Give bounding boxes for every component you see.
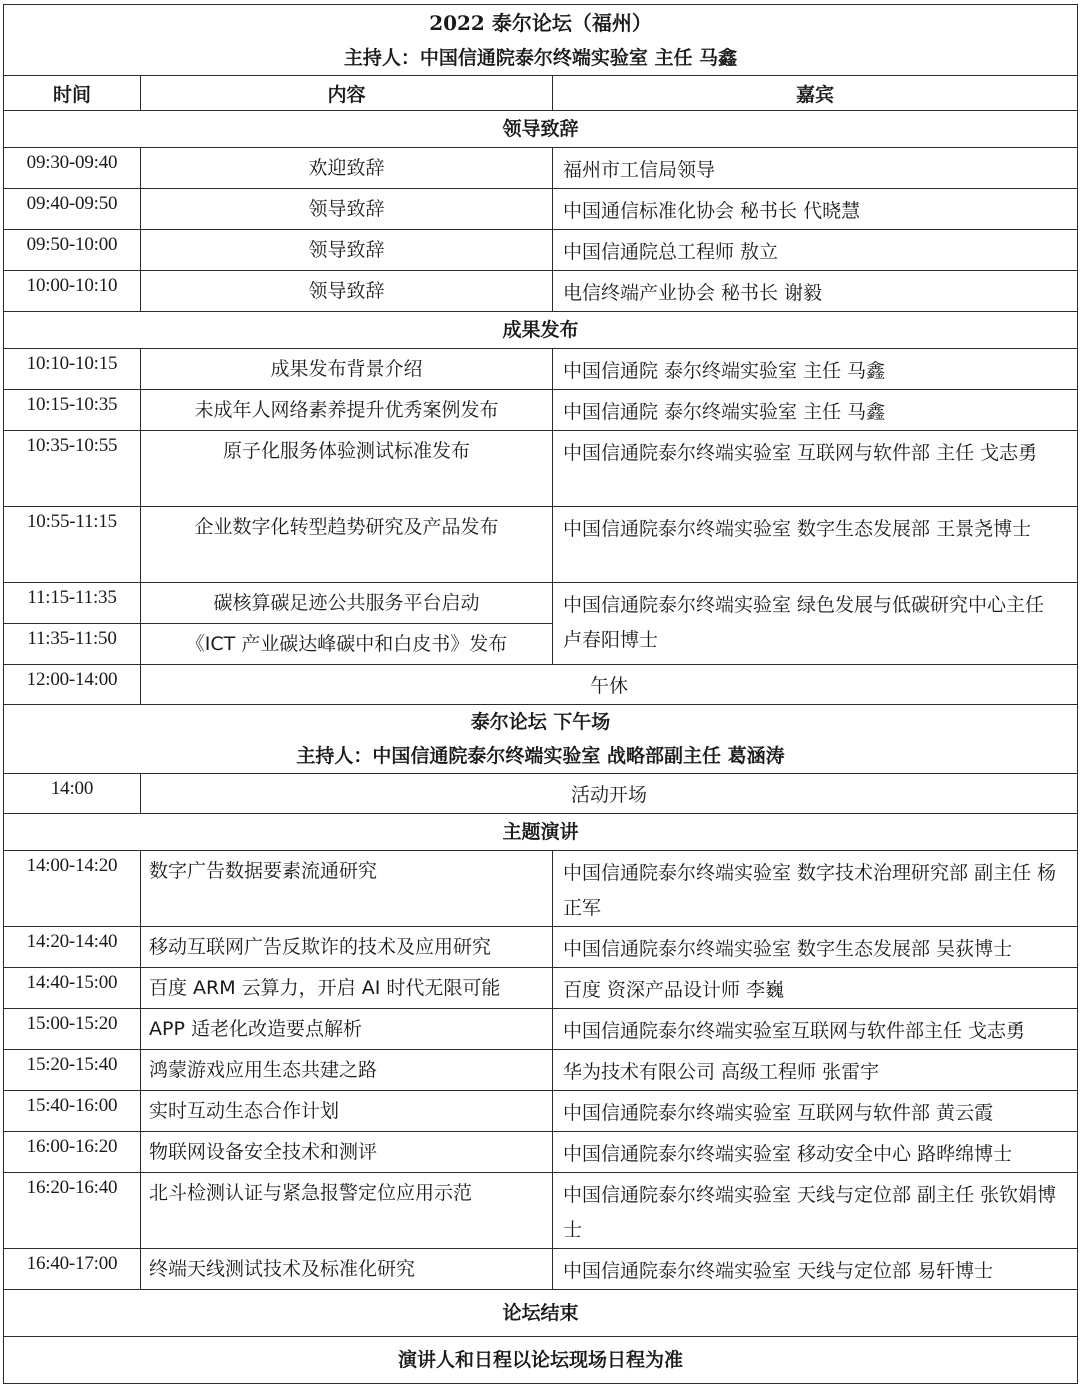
schedule-row — [4, 148, 1078, 189]
time-cell: 14:00 — [4, 774, 141, 814]
content-cell: APP 适老化改造要点解析 — [141, 1009, 553, 1050]
forum-host: 主持人：中国信通院泰尔终端实验室 主任 马鑫 — [343, 47, 738, 69]
time-cell: 12:00-14:00 — [4, 665, 141, 705]
content-cell: 领导致辞 — [141, 271, 553, 312]
schedule-row — [4, 1050, 1078, 1091]
schedule-row — [4, 230, 1078, 271]
time-cell: 09:30-09:40 — [4, 148, 141, 189]
section-row — [4, 814, 1078, 851]
section-row — [4, 312, 1078, 349]
guest-cell: 中国信通院泰尔终端实验室 数字生态发展部 吴荻博士 — [553, 927, 1078, 968]
section-row — [4, 111, 1078, 148]
content-cell: 数字广告数据要素流通研究 — [141, 851, 553, 927]
lunch-row — [4, 665, 1078, 705]
afternoon-header-row — [4, 705, 1078, 774]
schedule-row — [4, 1173, 1078, 1249]
schedule-row — [4, 1249, 1078, 1290]
schedule-row — [4, 390, 1078, 431]
content-cell: 鸿蒙游戏应用生态共建之路 — [141, 1050, 553, 1091]
section-results-title: 成果发布 — [4, 312, 1078, 349]
guest-cell: 中国信通院泰尔终端实验室 数字技术治理研究部 副主任 杨正军 — [553, 851, 1078, 927]
opening-label: 活动开场 — [141, 774, 1078, 814]
column-header-guest: 嘉宾 — [553, 76, 1078, 111]
schedule-note: 演讲人和日程以论坛现场日程为准 — [4, 1337, 1078, 1384]
column-header-row — [4, 76, 1078, 111]
forum-title: 2022 泰尔论坛（福州） — [429, 11, 652, 35]
content-cell: 未成年人网络素养提升优秀案例发布 — [141, 390, 553, 431]
time-cell: 15:40-16:00 — [4, 1091, 141, 1132]
schedule-row — [4, 968, 1078, 1009]
footer-note-row — [4, 1337, 1078, 1384]
content-cell: 移动互联网广告反欺诈的技术及应用研究 — [141, 927, 553, 968]
time-cell: 16:40-17:00 — [4, 1249, 141, 1290]
content-cell: 实时互动生态合作计划 — [141, 1091, 553, 1132]
time-cell: 10:10-10:15 — [4, 349, 141, 390]
content-cell: 《ICT 产业碳达峰碳中和白皮书》发布 — [141, 624, 553, 665]
header-row — [4, 5, 1078, 76]
opening-row — [4, 774, 1078, 814]
guest-cell: 中国信通院泰尔终端实验室 互联网与软件部 黄云霞 — [553, 1091, 1078, 1132]
schedule-row — [4, 927, 1078, 968]
schedule-row — [4, 431, 1078, 507]
guest-cell: 电信终端产业协会 秘书长 谢毅 — [553, 271, 1078, 312]
time-cell: 14:00-14:20 — [4, 851, 141, 927]
content-cell: 百度 ARM 云算力，开启 AI 时代无限可能 — [141, 968, 553, 1009]
guest-cell: 福州市工信局领导 — [553, 148, 1078, 189]
guest-cell: 中国信通院 泰尔终端实验室 主任 马鑫 — [553, 349, 1078, 390]
time-cell: 10:35-10:55 — [4, 431, 141, 507]
content-cell: 物联网设备安全技术和测评 — [141, 1132, 553, 1173]
guest-cell: 中国通信标准化协会 秘书长 代晓慧 — [553, 189, 1078, 230]
time-cell: 14:20-14:40 — [4, 927, 141, 968]
time-cell: 09:50-10:00 — [4, 230, 141, 271]
time-cell: 15:00-15:20 — [4, 1009, 141, 1050]
afternoon-title: 泰尔论坛 下午场 — [470, 711, 611, 733]
schedule-row — [4, 507, 1078, 583]
header-cell — [4, 5, 1078, 76]
guest-cell: 中国信通院总工程师 敖立 — [553, 230, 1078, 271]
lunch-label: 午休 — [141, 665, 1078, 705]
column-header-content: 内容 — [141, 76, 553, 111]
guest-cell: 中国信通院泰尔终端实验室 移动安全中心 路晔绵博士 — [553, 1132, 1078, 1173]
time-cell: 11:15-11:35 — [4, 583, 141, 624]
talk-rows — [4, 851, 1078, 1290]
guest-cell: 中国信通院 泰尔终端实验室 主任 马鑫 — [553, 390, 1078, 431]
column-header-time: 时间 — [4, 76, 141, 111]
guest-cell: 中国信通院泰尔终端实验室 天线与定位部 副主任 张钦娟博士 — [553, 1173, 1078, 1249]
carbon-row-1 — [4, 583, 1078, 624]
schedule-row — [4, 1132, 1078, 1173]
guest-cell: 中国信通院泰尔终端实验室互联网与软件部主任 戈志勇 — [553, 1009, 1078, 1050]
section-leaders-title: 领导致辞 — [4, 111, 1078, 148]
leader-rows — [4, 148, 1078, 312]
section-keynote-title: 主题演讲 — [4, 814, 1078, 851]
schedule-row — [4, 1009, 1078, 1050]
time-cell: 16:20-16:40 — [4, 1173, 141, 1249]
schedule-row — [4, 1091, 1078, 1132]
guest-cell: 中国信通院泰尔终端实验室 互联网与软件部 主任 戈志勇 — [553, 431, 1078, 507]
content-cell: 欢迎致辞 — [141, 148, 553, 189]
content-cell: 北斗检测认证与紧急报警定位应用示范 — [141, 1173, 553, 1249]
time-cell: 14:40-15:00 — [4, 968, 141, 1009]
content-cell: 成果发布背景介绍 — [141, 349, 553, 390]
result-rows — [4, 349, 1078, 583]
afternoon-host: 主持人：中国信通院泰尔终端实验室 战略部副主任 葛涵涛 — [296, 745, 785, 767]
content-cell: 碳核算碳足迹公共服务平台启动 — [141, 583, 553, 624]
schedule-row — [4, 189, 1078, 230]
content-cell: 企业数字化转型趋势研究及产品发布 — [141, 507, 553, 583]
time-cell: 15:20-15:40 — [4, 1050, 141, 1091]
guest-cell: 华为技术有限公司 高级工程师 张雷宇 — [553, 1050, 1078, 1091]
schedule-row — [4, 349, 1078, 390]
content-cell: 终端天线测试技术及标准化研究 — [141, 1249, 553, 1290]
time-cell: 10:55-11:15 — [4, 507, 141, 583]
footer-end-row — [4, 1290, 1078, 1337]
time-cell: 11:35-11:50 — [4, 624, 141, 665]
guest-cell: 中国信通院泰尔终端实验室 绿色发展与低碳研究中心主任 卢春阳博士 — [553, 583, 1078, 665]
guest-cell: 百度 资深产品设计师 李巍 — [553, 968, 1078, 1009]
schedule-row — [4, 851, 1078, 927]
time-cell: 10:15-10:35 — [4, 390, 141, 431]
guest-cell: 中国信通院泰尔终端实验室 数字生态发展部 王景尧博士 — [553, 507, 1078, 583]
afternoon-header-cell — [4, 705, 1078, 774]
time-cell: 16:00-16:20 — [4, 1132, 141, 1173]
time-cell: 09:40-09:50 — [4, 189, 141, 230]
agenda-table — [3, 4, 1078, 1384]
forum-end-label: 论坛结束 — [4, 1290, 1078, 1337]
content-cell: 领导致辞 — [141, 230, 553, 271]
time-cell: 10:00-10:10 — [4, 271, 141, 312]
content-cell: 领导致辞 — [141, 189, 553, 230]
schedule-row — [4, 271, 1078, 312]
guest-cell: 中国信通院泰尔终端实验室 天线与定位部 易轩博士 — [553, 1249, 1078, 1290]
content-cell: 原子化服务体验测试标准发布 — [141, 431, 553, 507]
